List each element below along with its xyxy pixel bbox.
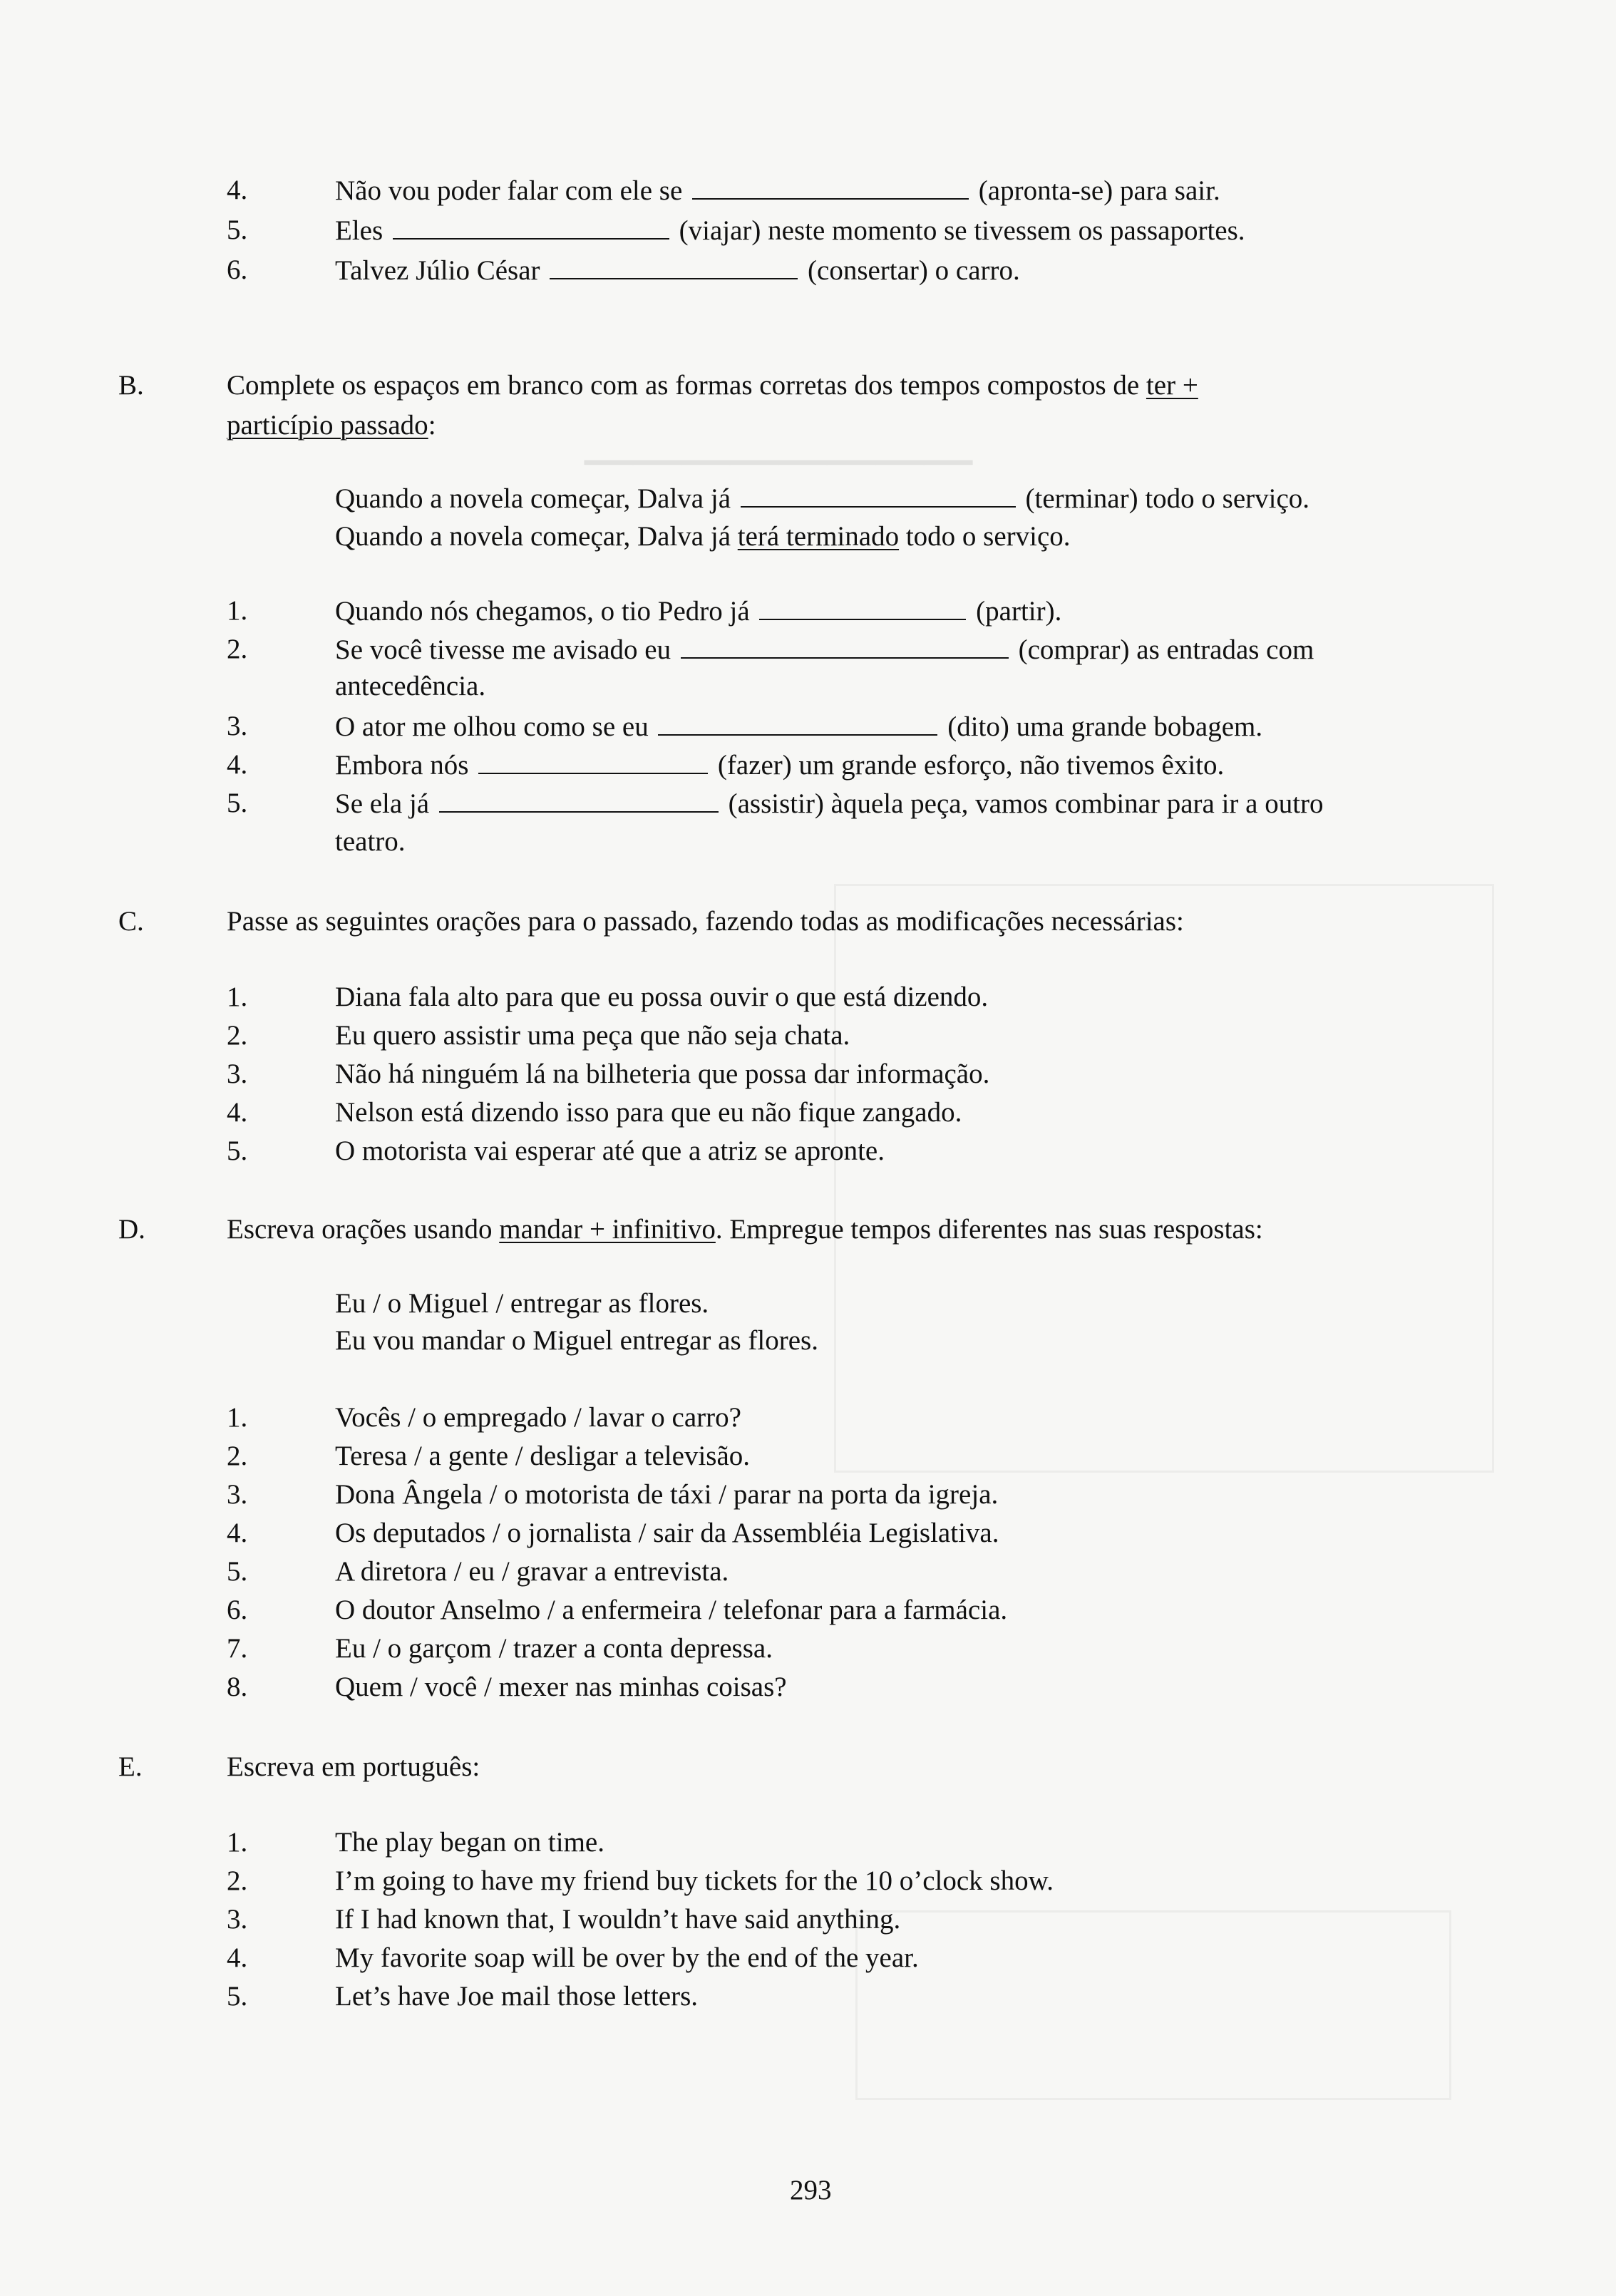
exercise-item (335, 748, 1224, 782)
item-text-continued: antecedência. (335, 671, 486, 701)
show-through-box (855, 1910, 1451, 2100)
exercise-item: The play began on time. (335, 1827, 604, 1858)
exercise-item: A diretora / eu / gravar a entrevista. (335, 1556, 729, 1587)
item-text-before: O ator me olhou como se eu (335, 711, 649, 742)
section-letter-d: D. (118, 1214, 145, 1245)
example-after: (terminar) todo o serviço. (1025, 483, 1310, 514)
answer-blank[interactable] (681, 633, 1009, 659)
item-number: 3. (227, 1059, 248, 1089)
exercise-item: O motorista vai esperar até que a atriz se apronte. (335, 1136, 885, 1166)
exercise-item (335, 254, 1020, 287)
item-number: 2. (227, 1020, 248, 1051)
section-c-instruction: Passe as seguintes orações para o passado, fazendo todas as modificações necessárias: (227, 906, 1184, 937)
answer-blank[interactable] (550, 254, 798, 279)
exercise-item: Eu quero assistir uma peça que não seja chata. (335, 1020, 850, 1051)
item-number: 5. (227, 215, 248, 245)
item-number: 4. (227, 1097, 248, 1128)
section-e-instruction: Escreva em português: (227, 1751, 480, 1782)
exercise-item (335, 214, 1245, 247)
item-text-after: (fazer) um grande esforço, não tivemos êxito. (717, 750, 1225, 781)
section-letter-c: C. (118, 906, 144, 937)
section-d-instruction (227, 1213, 1263, 1246)
exercise-item: Dona Ângela / o motorista de táxi / parar na porta da igreja. (335, 1479, 999, 1510)
item-number: 4. (227, 1942, 248, 1973)
item-text-continued: teatro. (335, 826, 406, 857)
exercise-item: O doutor Anselmo / a enfermeira / telefonar para a farmácia. (335, 1595, 1008, 1625)
item-text-after: (consertar) o carro. (808, 255, 1020, 286)
exercise-item (335, 174, 1220, 207)
exercise-item: If I had known that, I wouldn’t have said anything. (335, 1904, 901, 1935)
item-number: 2. (227, 634, 248, 664)
section-b-instruction (227, 369, 1198, 402)
show-through-title: ──────── (585, 422, 973, 498)
item-number: 5. (227, 1981, 248, 2012)
item-number: 5. (227, 1136, 248, 1166)
exercise-item: Não há ninguém lá na bilheteria que possa dar informação. (335, 1059, 990, 1089)
example-answer: Eu vou mandar o Miguel entregar as flores. (335, 1325, 818, 1356)
answer-blank[interactable] (692, 174, 969, 200)
exercise-item: My favorite soap will be over by the end of the year. (335, 1942, 919, 1973)
item-number: 6. (227, 254, 248, 285)
answer-blank[interactable] (759, 594, 966, 620)
item-number: 5. (227, 788, 248, 818)
exercise-item: Os deputados / o jornalista / sair da Assembléia Legislativa. (335, 1518, 999, 1548)
example-blank (741, 482, 1016, 508)
item-number: 1. (227, 595, 248, 626)
exercise-item (335, 710, 1262, 743)
item-number: 2. (227, 1865, 248, 1896)
item-number: 6. (227, 1595, 248, 1625)
example-after: todo o serviço. (905, 521, 1071, 552)
item-number: 1. (227, 1402, 248, 1433)
page-number: 293 (790, 2175, 832, 2205)
item-number: 8. (227, 1672, 248, 1702)
exercise-item: Nelson está dizendo isso para que eu não fique zangado. (335, 1097, 962, 1128)
exercise-item (335, 633, 1314, 666)
item-text-before: Quando nós chegamos, o tio Pedro já (335, 596, 750, 627)
example-answer (335, 520, 1071, 553)
example-sentence (335, 482, 1309, 515)
instruction-underlined: particípio passado (227, 410, 428, 441)
exercise-item (335, 594, 1061, 628)
item-number: 4. (227, 749, 248, 780)
answer-blank[interactable] (439, 787, 719, 813)
item-text-after: (comprar) as entradas com (1018, 634, 1314, 665)
exercise-item: Let’s have Joe mail those letters. (335, 1981, 699, 2012)
example-sentence: Eu / o Miguel / entregar as flores. (335, 1288, 709, 1319)
item-number: 7. (227, 1633, 248, 1664)
item-number: 3. (227, 1904, 248, 1935)
exercise-item: Eu / o garçom / trazer a conta depressa. (335, 1633, 773, 1664)
instruction-underlined: ter + (1146, 370, 1198, 401)
item-number: 2. (227, 1441, 248, 1471)
item-text-after: (partir). (976, 596, 1062, 627)
exercise-item: Diana fala alto para que eu possa ouvir o que está dizendo. (335, 982, 989, 1012)
exercise-item: Quem / você / mexer nas minhas coisas? (335, 1672, 787, 1702)
section-b-instruction-line2 (227, 409, 436, 442)
instruction-punct: : (428, 410, 436, 441)
item-text-after: (dito) uma grande bobagem. (947, 711, 1263, 742)
answer-blank[interactable] (658, 710, 937, 736)
example-underlined-answer: terá terminado (737, 521, 900, 552)
item-text-after: (viajar) neste momento se tivessem os passaportes. (679, 215, 1245, 246)
item-text-before: Se ela já (335, 788, 430, 819)
item-number: 3. (227, 1479, 248, 1510)
exercise-item: Teresa / a gente / desligar a televisão. (335, 1441, 751, 1471)
item-number: 4. (227, 175, 248, 205)
item-text-before: Não vou poder falar com ele se (335, 175, 683, 206)
item-text-before: Talvez Júlio César (335, 255, 540, 286)
section-letter-e: E. (118, 1751, 143, 1782)
item-text-before: Eles (335, 215, 384, 246)
show-through-frame (834, 884, 1494, 1473)
instruction-text: Escreva orações usando (227, 1214, 493, 1245)
answer-blank[interactable] (393, 214, 669, 240)
item-number: 1. (227, 982, 248, 1012)
example-before: Quando a novela começar, Dalva já (335, 483, 731, 514)
instruction-text: . Empregue tempos diferentes nas suas respostas: (715, 1214, 1263, 1245)
answer-blank[interactable] (478, 748, 708, 774)
item-number: 5. (227, 1556, 248, 1587)
example-before: Quando a novela começar, Dalva já (335, 521, 731, 552)
instruction-underlined: mandar + infinitivo (499, 1214, 716, 1245)
item-number: 1. (227, 1827, 248, 1858)
instruction-text: Complete os espaços em branco com as formas corretas dos tempos compostos de (227, 370, 1140, 401)
item-text-before: Embora nós (335, 750, 469, 781)
item-text-after: (apronta-se) para sair. (978, 175, 1220, 206)
section-letter-b: B. (118, 370, 144, 401)
item-number: 4. (227, 1518, 248, 1548)
item-text-before: Se você tivesse me avisado eu (335, 634, 671, 665)
exercise-item: Vocês / o empregado / lavar o carro? (335, 1402, 741, 1433)
exercise-item (335, 787, 1324, 820)
exercise-item: I’m going to have my friend buy tickets for the 10 o’clock show. (335, 1865, 1054, 1896)
item-number: 3. (227, 711, 248, 741)
item-text-after: (assistir) àquela peça, vamos combinar para ir a outro (728, 788, 1324, 819)
